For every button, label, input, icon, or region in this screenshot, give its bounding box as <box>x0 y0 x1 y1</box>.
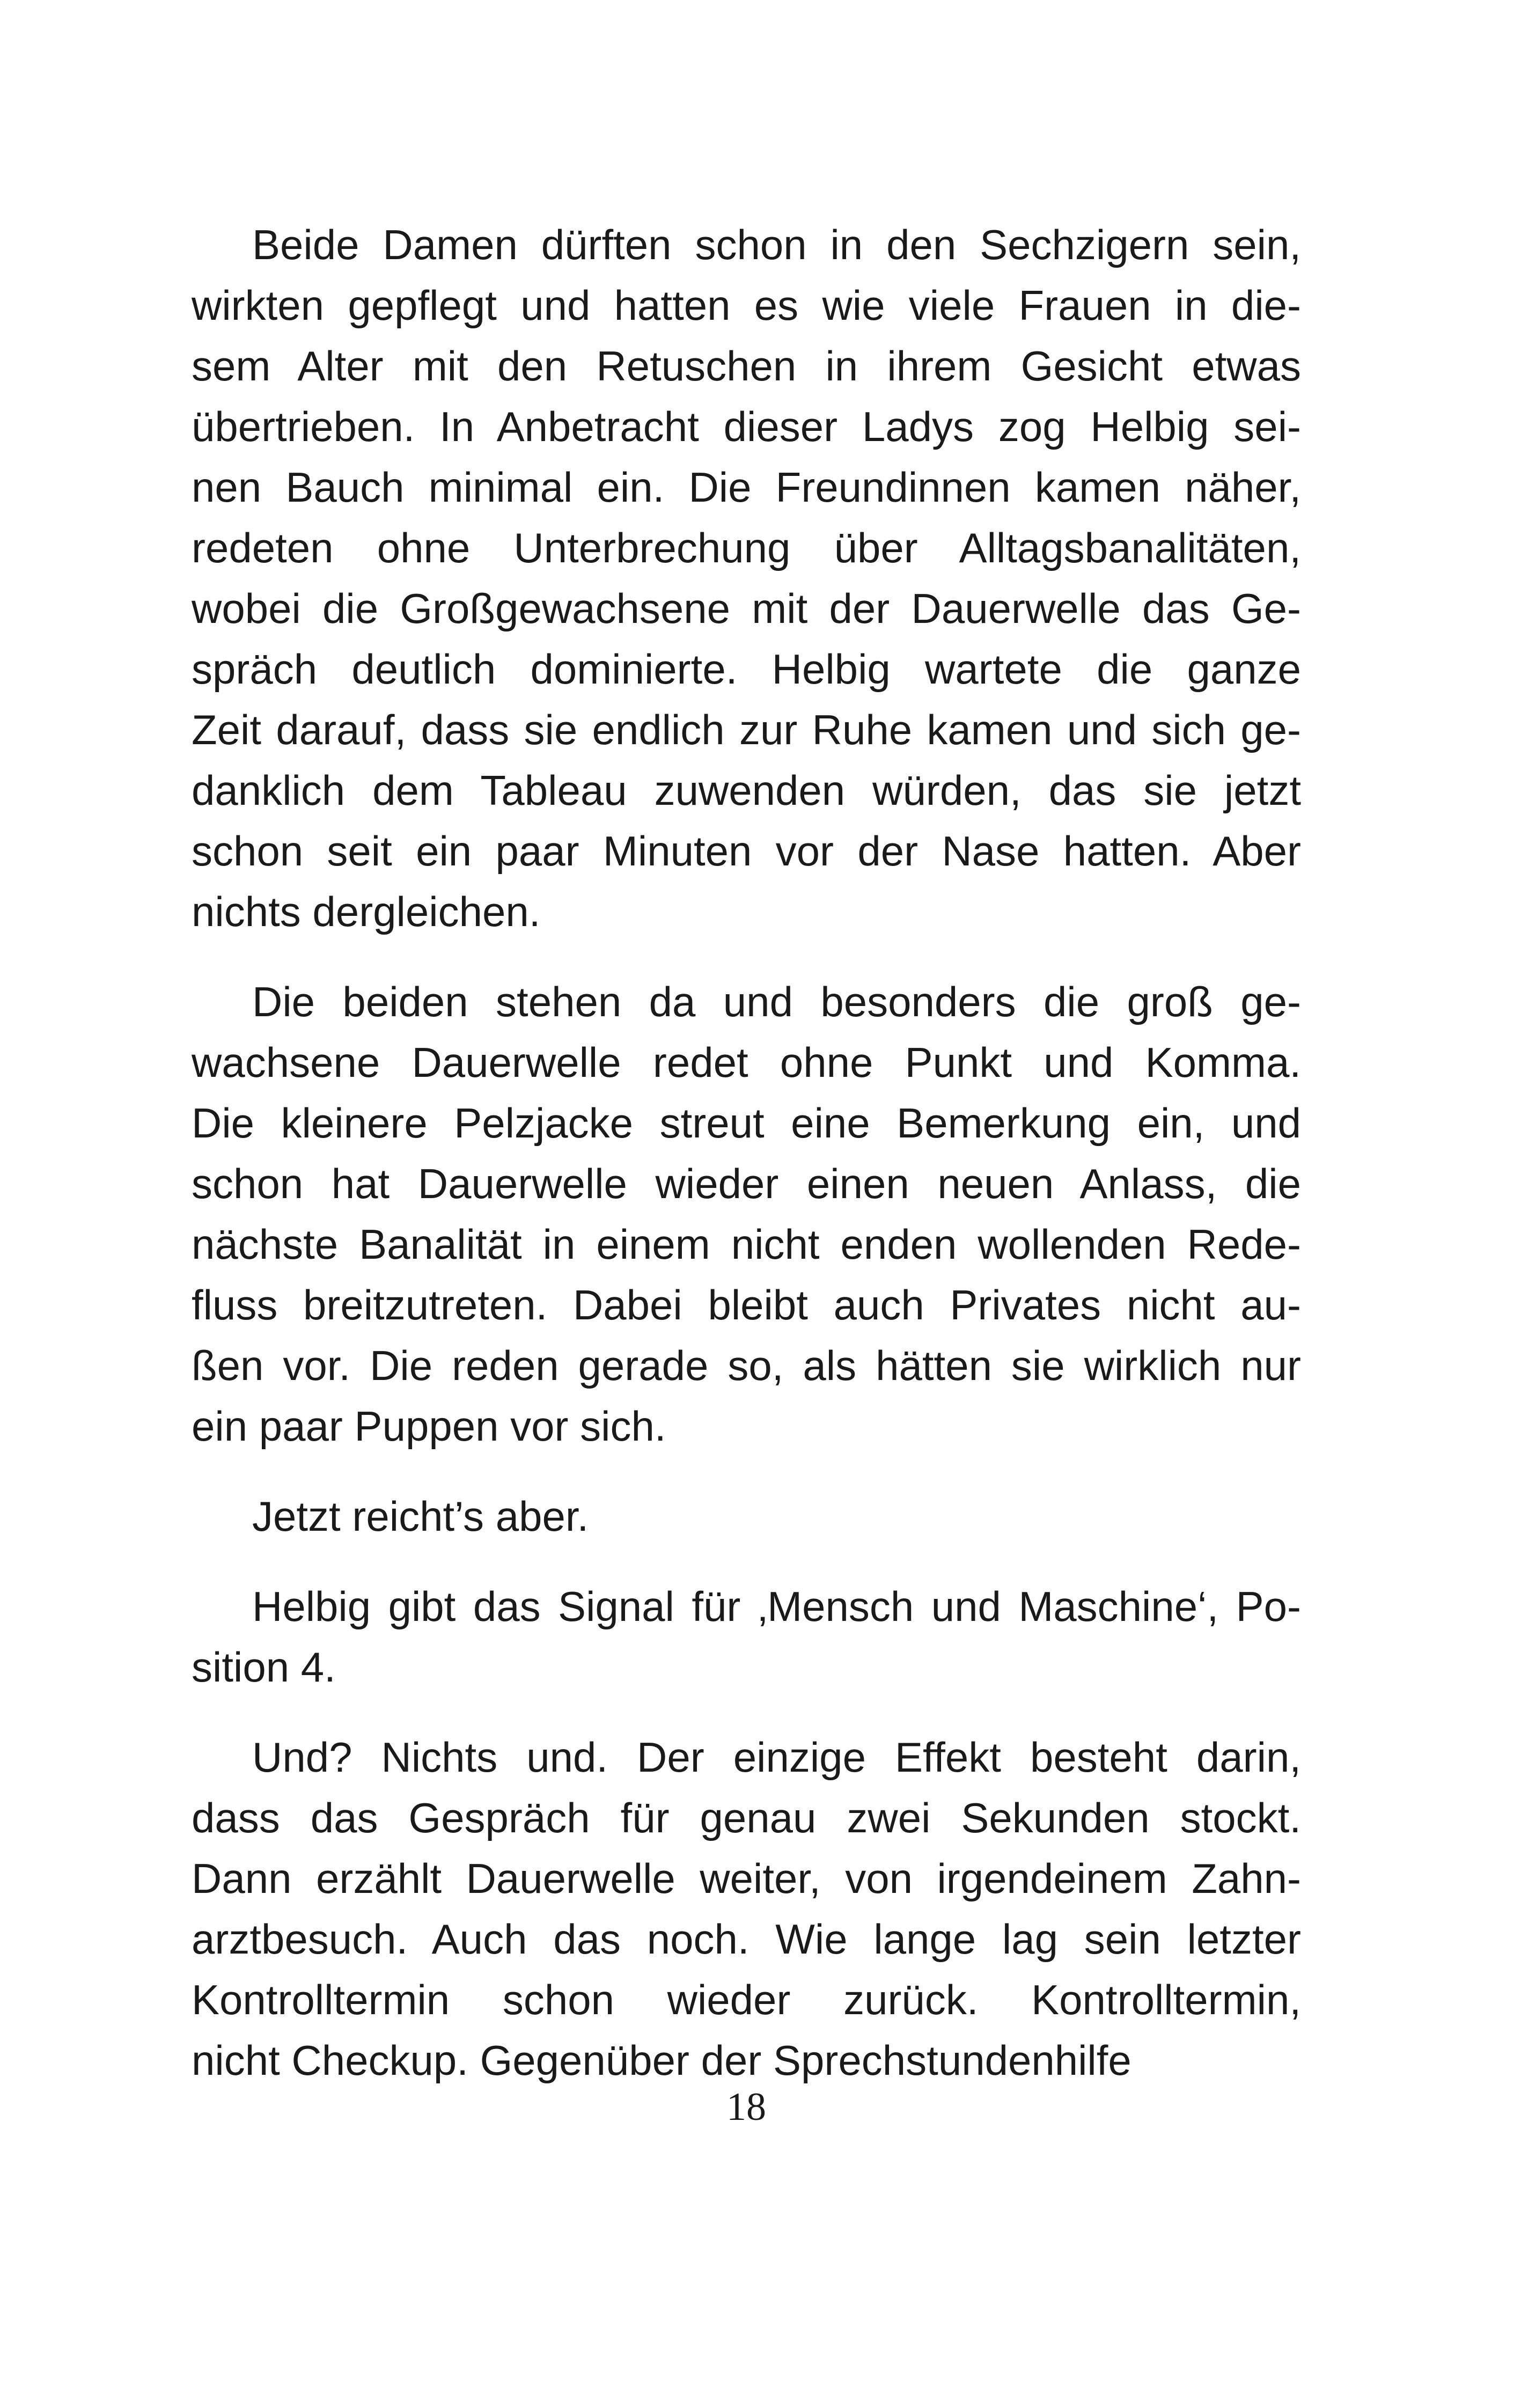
text-line: Die kleinere Pelzjacke streut eine Bemerkung ein, und <box>192 1099 1301 1147</box>
text-line: Zeit darauf, dass sie endlich zur Ruhe kamen und sich ge- <box>192 706 1301 753</box>
text-line: Dann erzählt Dauerwelle weiter, von irgendeinem Zahn- <box>192 1855 1301 1902</box>
page-text <box>192 215 1301 2091</box>
text-line: Helbig gibt das Signal für ‚Mensch und Maschine‘, Po- <box>252 1583 1301 1630</box>
paragraph <box>192 1576 1301 1698</box>
text-line: arztbesuch. Auch das noch. Wie lange lag sein letzter <box>192 1915 1301 1963</box>
text-line: sition 4. <box>192 1643 336 1691</box>
text-line: danklich dem Tableau zuwenden würden, das sie jetzt <box>192 767 1301 814</box>
text-line: nen Bauch minimal ein. Die Freundinnen kamen näher, <box>192 464 1301 511</box>
paragraph <box>192 1727 1301 2091</box>
text-line: sem Alter mit den Retuschen in ihrem Gesicht etwas <box>192 342 1301 390</box>
text-line: wachsene Dauerwelle redet ohne Punkt und Komma. <box>192 1039 1301 1086</box>
page-number: 18 <box>726 2085 766 2129</box>
text-line: Kontrolltermin schon wieder zurück. Kontrolltermin, <box>192 1976 1301 2023</box>
text-line: ßen vor. Die reden gerade so, als hätten sie wirklich nur <box>192 1342 1301 1389</box>
text-line: Beide Damen dürften schon in den Sechzigern sein, <box>252 221 1301 268</box>
text-line: dass das Gespräch für genau zwei Sekunden stockt. <box>192 1794 1301 1841</box>
text-line: wirkten gepflegt und hatten es wie viele Frauen in die- <box>192 282 1301 329</box>
text-line: Die beiden stehen da und besonders die groß ge- <box>252 978 1301 1025</box>
text-line: spräch deutlich dominierte. Helbig wartete die ganze <box>192 645 1301 693</box>
text-line: nächste Banalität in einem nicht enden wollenden Rede- <box>192 1221 1301 1268</box>
text-line: schon hat Dauerwelle wieder einen neuen Anlass, die <box>192 1160 1301 1207</box>
text-line: fluss breitzutreten. Dabei bleibt auch Privates nicht au- <box>192 1281 1301 1328</box>
paragraph <box>192 1486 1301 1547</box>
text-line: redeten ohne Unterbrechung über Alltagsbanalitäten, <box>192 524 1301 571</box>
paragraph <box>192 215 1301 942</box>
text-line: übertrieben. In Anbetracht dieser Ladys zog Helbig sei- <box>192 403 1301 450</box>
paragraph <box>192 972 1301 1457</box>
text-line: schon seit ein paar Minuten vor der Nase hatten. Aber <box>192 827 1301 875</box>
text-line: wobei die Großgewachsene mit der Dauerwelle das Ge- <box>192 585 1301 632</box>
text-line: Jetzt reicht’s aber. <box>252 1493 589 1540</box>
text-line: nichts dergleichen. <box>192 888 541 935</box>
text-line: nicht Checkup. Gegenüber der Sprechstundenhilfe <box>192 2037 1131 2084</box>
text-line: ein paar Puppen vor sich. <box>192 1403 666 1450</box>
text-line: Und? Nichts und. Der einzige Effekt besteht darin, <box>252 1734 1301 1781</box>
